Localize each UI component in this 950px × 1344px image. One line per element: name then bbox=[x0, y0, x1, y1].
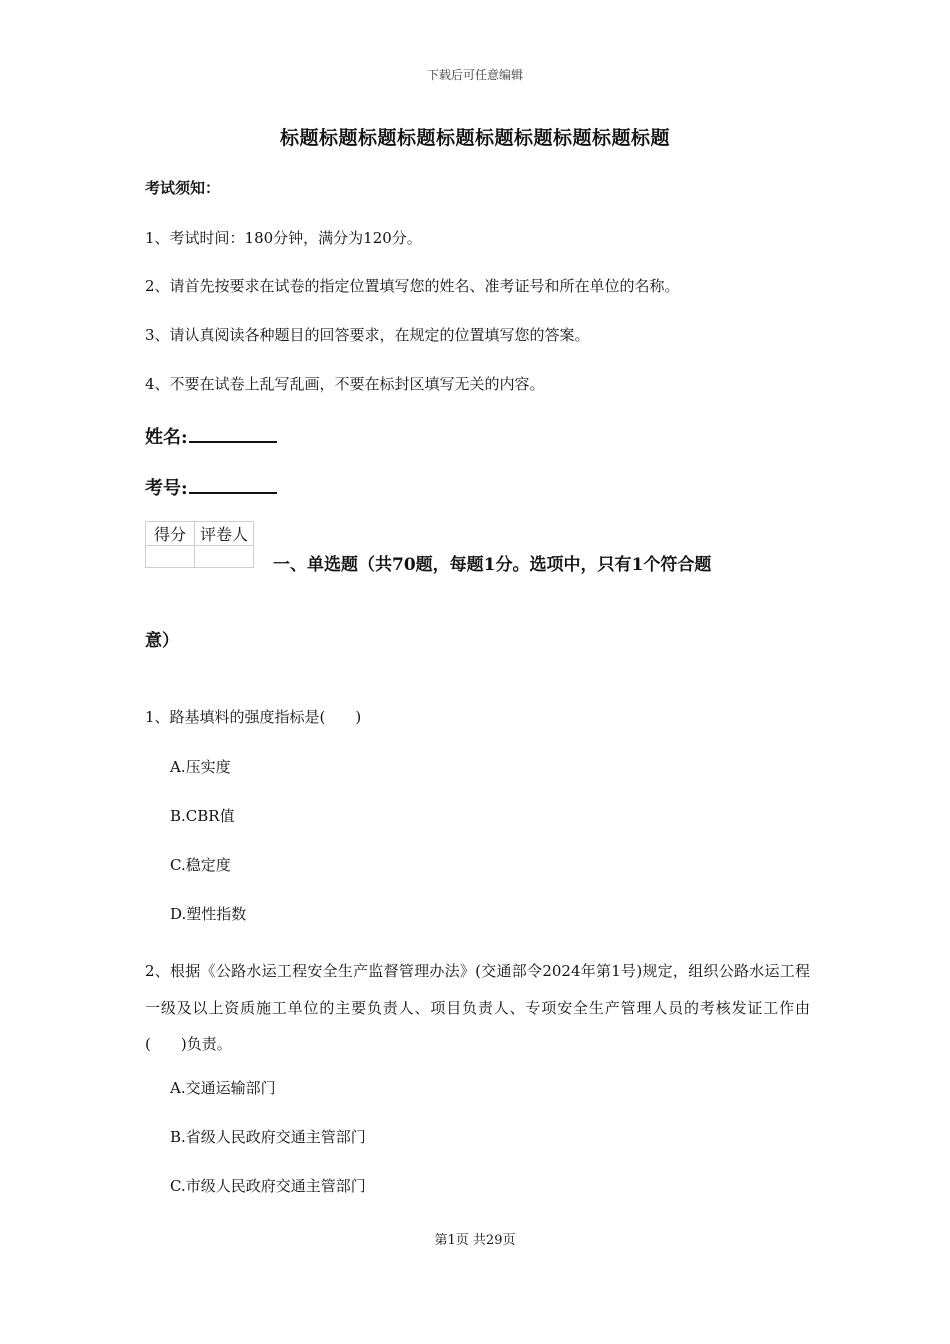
notice-rule: 4、不要在试卷上乱写乱画，不要在标封区填写无关的内容。 bbox=[145, 375, 545, 393]
score-table-blank-row bbox=[146, 546, 254, 568]
question-option: B.省级人民政府交通主管部门 bbox=[170, 1128, 366, 1146]
exam-number-label: 考号: bbox=[145, 478, 188, 499]
question-option: C.稳定度 bbox=[170, 856, 231, 874]
question-option: C.市级人民政府交通主管部门 bbox=[170, 1177, 366, 1195]
question-option: A.压实度 bbox=[170, 758, 231, 776]
score-table-header-row bbox=[146, 522, 254, 546]
exam-number-blank-line[interactable] bbox=[189, 476, 277, 494]
score-cell[interactable] bbox=[146, 546, 195, 568]
section-title: 一、单选题（共70题，每题1分。选项中，只有1个符合题 bbox=[273, 555, 712, 575]
section-title-continued: 意） bbox=[145, 631, 179, 651]
score-header: 得分 bbox=[146, 522, 195, 546]
notice-rule: 2、请首先按要求在试卷的指定位置填写您的姓名、准考证号和所在单位的名称。 bbox=[145, 277, 680, 295]
notice-heading: 考试须知： bbox=[145, 179, 221, 197]
question-option: A.交通运输部门 bbox=[170, 1079, 276, 1097]
grader-header: 评卷人 bbox=[195, 522, 254, 546]
exam-number-field[interactable] bbox=[145, 474, 277, 500]
question-text: 1、路基填料的强度指标是( ) bbox=[145, 708, 362, 726]
name-blank-line[interactable] bbox=[189, 425, 277, 443]
question-option: D.塑性指数 bbox=[170, 905, 247, 923]
grader-cell[interactable] bbox=[195, 546, 254, 568]
header-note: 下载后可任意编辑 bbox=[426, 68, 523, 82]
notice-rule: 1、考试时间：180分钟，满分为120分。 bbox=[145, 229, 422, 247]
name-label: 姓名: bbox=[145, 427, 188, 448]
page-footer: 第1页 共29页 bbox=[434, 1233, 516, 1248]
question-option: B.CBR值 bbox=[170, 807, 235, 825]
document-title: 标题标题标题标题标题标题标题标题标题标题 bbox=[279, 127, 670, 149]
question-text: 2、根据《公路水运工程安全生产监督管理办法》(交通部令2024年第1号)规定，组织公路水运工程一级及以上资质施工单位的主要负责人、项目负责人、专项安全生产管理人员的考核发证工作由( )负责。 bbox=[145, 962, 810, 1053]
score-table bbox=[145, 521, 254, 568]
notice-rule: 3、请认真阅读各种题目的回答要求，在规定的位置填写您的答案。 bbox=[145, 326, 590, 344]
name-field[interactable] bbox=[145, 423, 277, 449]
